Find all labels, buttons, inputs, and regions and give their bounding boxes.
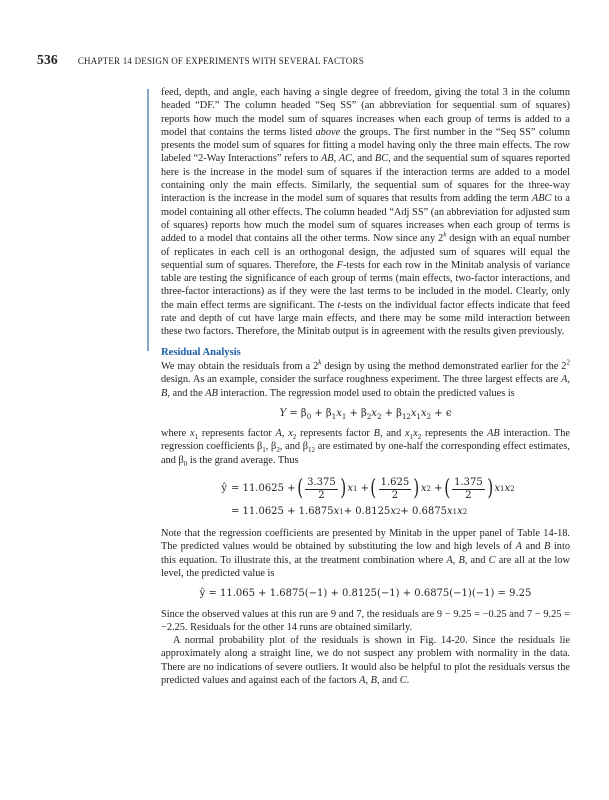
paragraph-residuals-intro: We may obtain the residuals from a 2$^k$ design by using the method demonstrated earlier for the $2^2$ design. As an example, consider the surface roughness experiment. The three largest effects are A, B, and the AB interaction. The regression model used to obtain the predicted values is (161, 358, 570, 399)
body-text (161, 86, 570, 687)
regression-model-equation: $Y = \beta_0 + \beta_1x_1 + \beta_2x_2 + \beta_{12}x_1x_2 + \epsilon$ (279, 407, 452, 421)
section-heading: Residual Analysis (161, 346, 241, 358)
page-header (37, 51, 364, 69)
paragraph-residual-values: Since the observed values at this run are 9 and 7, the residuals are 9 − 9.25 = −0.25 and 7 − 9.25 = −2.25. Residuals for the other 14 runs are obtained similarly. (161, 608, 570, 633)
fitted-model-line-2: = 11.0625 + 1.6875 x 1 + 0.8125 x 2 + 0.6875 x 1 x 2 (231, 506, 468, 518)
predicted-value-equation: ŷ = 11.065 + 1.6875(−1) + 0.8125(−1) + 0.6875(−1)(−1) = 9.25 (199, 588, 532, 600)
paragraph-anova-explanation: feed, depth, and angle, each having a single degree of freedom, giving the total 3 in the column headed “DF.” The column headed “Seq SS” (an abbreviation for sequential sum of squares) reports how much the model sum of squares increases when each group of terms is added to a model that contains the terms listed above the groups. The first number in the “Seq SS” column presents the model sum of squares for fitting a model having only the three main effects. The row labeled “2-Way Interactions” refers to AB, AC, and BC, and the sequential sum of squares reported here is the increase in the model sum of squares if the interaction terms are added to a model containing only the main effects. Similarly, the sequential sum of squares for the three-way interaction is the increase in the model sum of squares that results from adding the term ABC to a model containing all other effects. The column headed “Adj SS” (an abbreviation for adjusted sum of squares) reports how much the model sum of squares increases when each group of terms is added to a model that contains all the other terms. Now since any 2$^k$ design with an equal number of replicates in each cell is an orthogonal design, the adjusted sum of squares will equal the sequential sum of squares. Therefore, the F-tests for each row in the Minitab analysis of variance table are testing the significance of each group of terms (main effects, two-factor interactions, and three-factor interactions) as if they were the last terms to be included in the model. Clearly, only the main effect terms are significant. The t-tests on the individual factor effects indicate that feed rate and depth of cut have large main effects, and there may be some mild interaction between these two factors. Therefore, the Minitab output is in agreement with the results given previously. (161, 87, 571, 338)
paragraph-prediction-note: Note that the regression coefficients are presented by Minitab in the upper panel of Table 14-18. The predicted values would be obtained by substituting the low and high levels of A and B into this equation. To illustrate this, at the treatment combination where A, B, and C are all at the low level, the predicted value is (161, 528, 571, 579)
margin-rule (147, 89, 149, 351)
paragraph-normal-probability: A normal probability plot of the residuals is shown in Fig. 14-20. Since the residuals lie approximately along a straight line, we do not suspect any problem with normality in the data. There are no indications of severe outliers. It would also be helpful to plot the residuals versus the predicted values and against each of the factors A, B, and C. (161, 635, 570, 686)
page-number: 536 (37, 52, 58, 67)
paragraph-variable-definitions: where $x_1$ represents factor A, $x_2$ represents factor B, and $x_1x_2$ represents the AB interaction. The regression coefficients $\beta_1$, $\beta_2$, and $\beta_{12}$ are estimated by one-half the corresponding effect estimates, and $\beta_0$ is the grand average. Thus (161, 428, 570, 468)
running-head: CHAPTER 14 DESIGN OF EXPERIMENTS WITH SEVERAL FACTORS (77, 56, 364, 66)
fitted-model-equation (209, 474, 570, 520)
fitted-model-line-1: ŷ = 11.0625 + ( $\frac{3.375}{2}$ ) x 1 + ( $\frac{1.625}{2}$ ) x 2 + ( $\frac{1.375}{2}$ ) x 1 x 2 (221, 476, 515, 502)
